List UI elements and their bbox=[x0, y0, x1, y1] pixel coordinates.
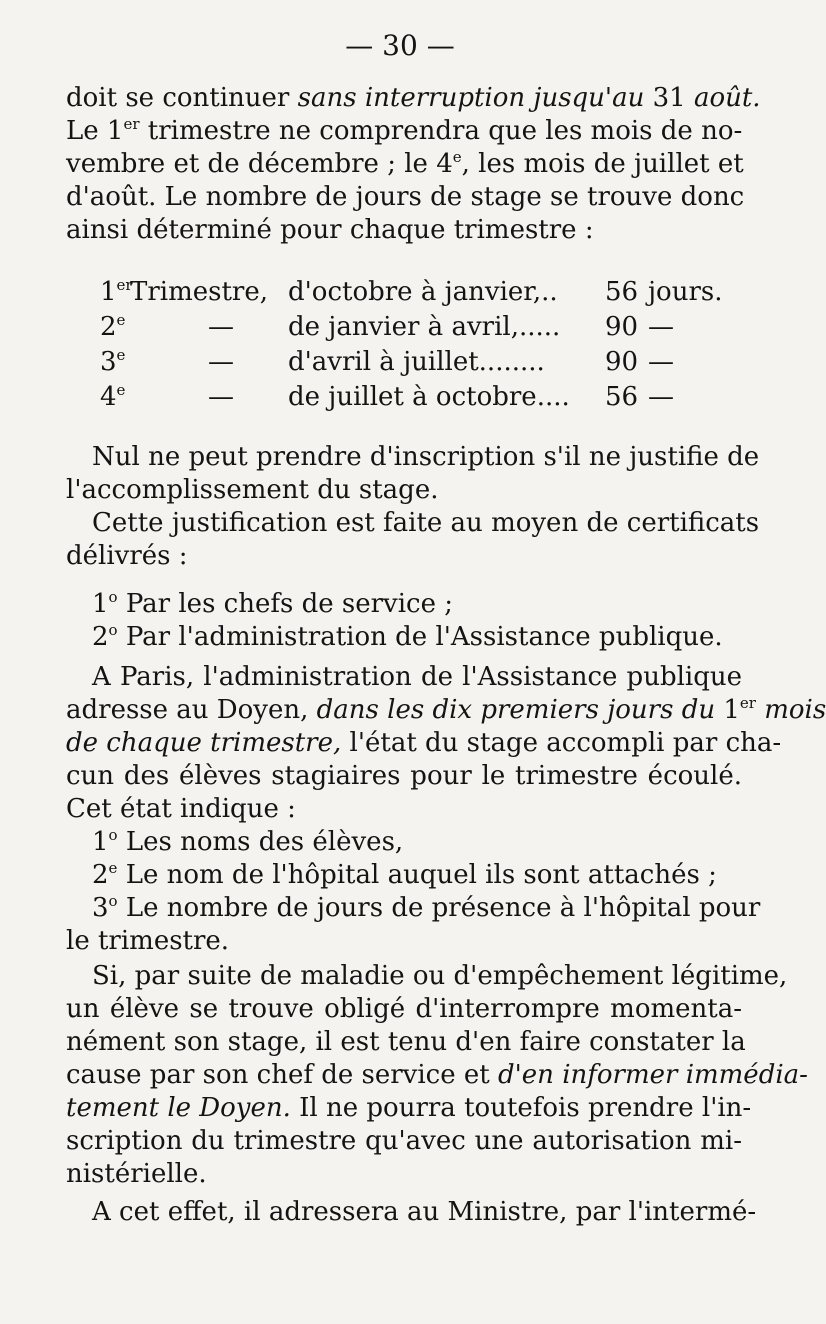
para4-line2: adresse au Doyen, dans les dix premiers jours du 1er mois bbox=[66, 694, 826, 725]
para5-line7: nistérielle. bbox=[66, 1159, 207, 1189]
trimester-number: 3e bbox=[100, 346, 126, 377]
trimester-lead: — bbox=[208, 347, 234, 377]
list1-item1: 1$^o$ Par les chefs de service ; bbox=[92, 588, 454, 619]
para5-line6: scription du trimestre qu'avec une autorisation mi- bbox=[66, 1126, 742, 1156]
list2-item3-continuation: le trimestre. bbox=[66, 926, 230, 956]
trimester-lead: — bbox=[208, 312, 234, 342]
trimester-period: de juillet à octobre.... bbox=[288, 382, 570, 412]
italic-text: sans interruption jusqu'au bbox=[297, 83, 645, 113]
para4-line1: A Paris, l'administration de l'Assistance publique bbox=[92, 662, 742, 692]
trimester-unit: jours. bbox=[648, 277, 723, 307]
para4-line4: cun des élèves stagiaires pour le trimestre écoulé. bbox=[66, 761, 742, 791]
trimester-period: d'octobre à janvier,.. bbox=[288, 277, 558, 307]
para1-line4: d'août. Le nombre de jours de stage se trouve donc bbox=[66, 182, 745, 212]
para6-line1: A cet effet, il adressera au Ministre, par l'intermé- bbox=[92, 1197, 757, 1227]
para3-line1: Cette justification est faite au moyen de certificats bbox=[92, 508, 760, 538]
list1-item2: 2$^o$ Par l'administration de l'Assistance publique. bbox=[92, 621, 723, 652]
trimester-days: 56 bbox=[605, 277, 639, 307]
table-row bbox=[100, 381, 720, 416]
trimester-lead: — bbox=[208, 382, 234, 412]
para5-line3: nément son stage, il est tenu d'en faire constater la bbox=[66, 1027, 746, 1057]
list2-item2: 2e Le nom de l'hôpital auquel ils sont attachés ; bbox=[92, 859, 717, 890]
trimester-number: 2e bbox=[100, 311, 126, 342]
trimester-days: 90 bbox=[605, 312, 639, 342]
para1-line2 bbox=[66, 115, 742, 148]
trimester-number: 4e bbox=[100, 381, 126, 412]
para3-line2: délivrés : bbox=[66, 541, 188, 571]
list2-item1: 1$^o$ Les noms des élèves, bbox=[92, 826, 404, 857]
trimester-unit: — bbox=[648, 312, 674, 342]
para5-line1: Si, par suite de maladie ou d'empêchement légitime, bbox=[92, 961, 788, 991]
para5-line5: tement le Doyen. Il ne pourra toutefois prendre l'in- bbox=[66, 1093, 752, 1123]
list2-item3: 3$^o$ Le nombre de jours de présence à l'hôpital pour bbox=[92, 892, 761, 923]
trimester-table bbox=[100, 276, 723, 416]
italic-text: août. bbox=[693, 83, 761, 113]
text: , les mois de juillet et bbox=[461, 149, 744, 179]
para1-line5: ainsi déterminé pour chaque trimestre : bbox=[66, 215, 594, 245]
trimester-lead: Trimestre, bbox=[130, 277, 268, 307]
page-number: — 30 — bbox=[345, 29, 455, 62]
superscript: e bbox=[452, 148, 462, 166]
para4-line5: Cet état indique : bbox=[66, 794, 296, 824]
superscript: er bbox=[123, 115, 140, 133]
table-row bbox=[100, 311, 720, 346]
trimester-days: 90 bbox=[605, 347, 639, 377]
table-row bbox=[100, 346, 720, 381]
para1-line1 bbox=[66, 82, 761, 115]
para1-line3 bbox=[66, 148, 742, 181]
para4-line3: de chaque trimestre, l'état du stage accompli par cha- bbox=[66, 728, 782, 758]
para5-line2: un élève se trouve obligé d'interrompre momenta- bbox=[66, 994, 742, 1024]
trimester-unit: — bbox=[648, 347, 674, 377]
text: 31 bbox=[644, 83, 694, 113]
para5-line4: cause par son chef de service et d'en informer immédia- bbox=[66, 1060, 808, 1090]
trimester-period: d'avril à juillet........ bbox=[288, 347, 545, 377]
text: doit se continuer bbox=[66, 83, 298, 113]
para2-line2: l'accomplissement du stage. bbox=[66, 475, 439, 505]
text: Le 1 bbox=[66, 116, 124, 146]
table-row bbox=[100, 276, 723, 311]
text: trimestre ne comprendra que les mois de no- bbox=[139, 116, 743, 146]
para2-line1: Nul ne peut prendre d'inscription s'il ne justifie de bbox=[92, 442, 760, 472]
trimester-period: de janvier à avril,..... bbox=[288, 312, 561, 342]
trimester-unit: — bbox=[648, 382, 674, 412]
trimester-number: 1er bbox=[100, 276, 133, 307]
trimester-days: 56 bbox=[605, 382, 639, 412]
text: vembre et de décembre ; le 4 bbox=[66, 149, 453, 179]
